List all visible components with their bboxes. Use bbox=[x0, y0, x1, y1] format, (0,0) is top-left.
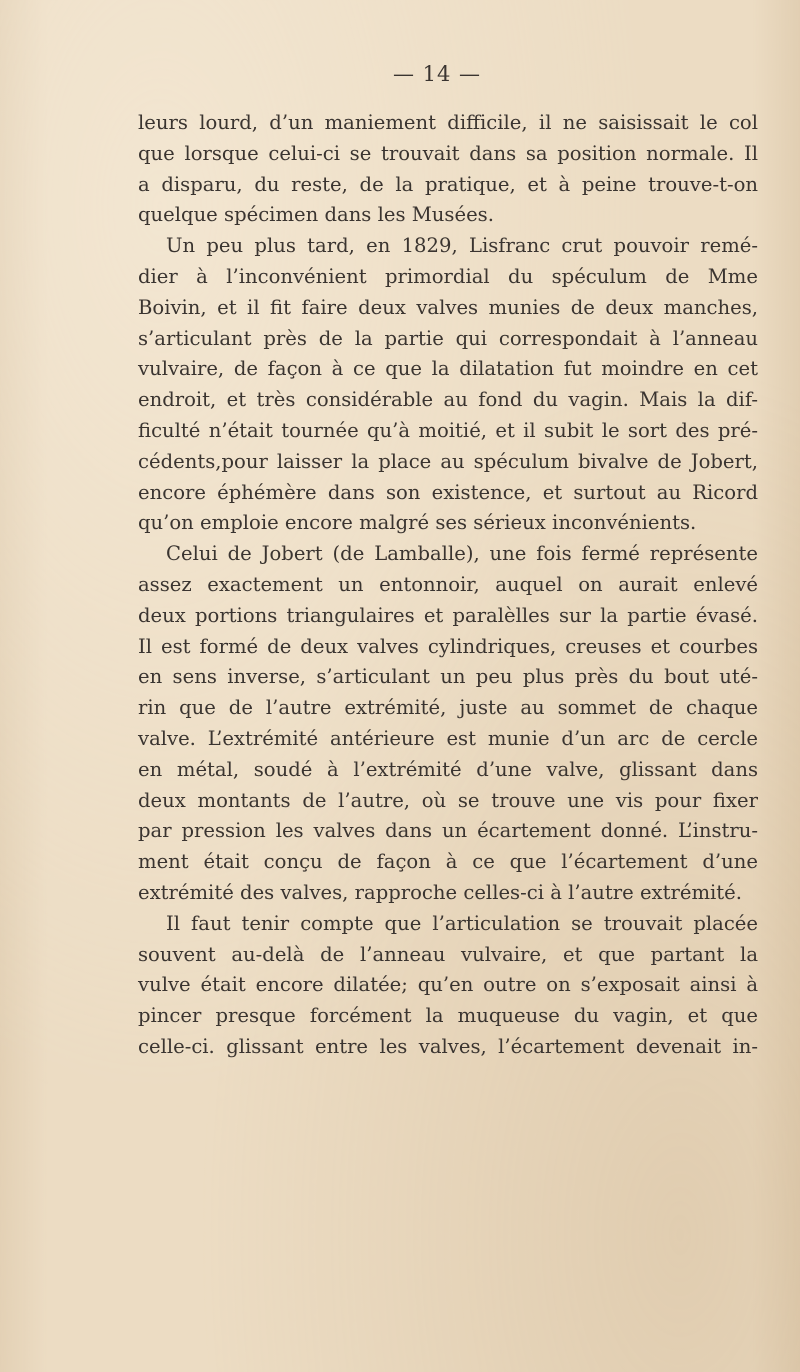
text-line: encore éphémère dans son existence, et surtout au Ricord bbox=[138, 480, 758, 504]
text-line: ment était conçu de façon à ce que l’écartement d’une bbox=[138, 850, 758, 874]
text-line: qu’on emploie encore malgré ses sérieux inconvénients. bbox=[138, 511, 697, 535]
text-line: que lorsque celui-ci se trouvait dans sa position normale. Il bbox=[138, 141, 758, 165]
text-line: en sens inverse, s’articulant un peu plus près du bout uté- bbox=[138, 665, 758, 689]
text-line: vulvaire, de façon à ce que la dilatation fut moindre en cet bbox=[138, 357, 758, 381]
text-line: leurs lourd, d’un maniement difficile, il ne saisissait le col bbox=[138, 111, 758, 134]
text-line: valve. L’extrémité antérieure est munie d’un arc de cercle bbox=[138, 726, 758, 750]
text-line: a disparu, du reste, de la pratique, et à peine trouve-t-on bbox=[138, 172, 758, 196]
text-line: assez exactement un entonnoir, auquel on aurait enlevé bbox=[138, 572, 758, 596]
text-line: quelque spécimen dans les Musées. bbox=[138, 203, 494, 227]
text-line: dier à l’inconvénient primordial du spéculum de Mme bbox=[138, 264, 758, 288]
page-number: — 14 — bbox=[392, 62, 482, 86]
text-line: rin que de l’autre extrémité, juste au sommet de chaque bbox=[138, 696, 758, 720]
text-line: cédents,pour laisser la place au spéculum bivalve de Jobert, bbox=[138, 449, 758, 473]
text-line: Il est formé de deux valves cylindriques, creuses et courbes bbox=[138, 634, 758, 658]
text-line: pincer presque forcément la muqueuse du vagin, et que bbox=[138, 1004, 758, 1028]
text-line: souvent au-delà de l’anneau vulvaire, et que partant la bbox=[138, 942, 758, 966]
text-line: par pression les valves dans un écartement donné. L’instru- bbox=[138, 819, 758, 843]
text-line: Boivin, et il fit faire deux valves munies de deux manches, bbox=[138, 295, 758, 319]
text-line: ficulté n’était tournée qu’à moitié, et il subit le sort des pré- bbox=[138, 418, 758, 442]
text-line: endroit, et très considérable au fond du vagin. Mais la dif- bbox=[138, 388, 758, 412]
text-line: extrémité des valves, rapproche celles-ci à l’autre extrémité. bbox=[138, 880, 742, 904]
text-line: vulve était encore dilatée; qu’en outre on s’exposait ainsi à bbox=[138, 973, 758, 997]
text-line: Un peu plus tard, en 1829, Lisfranc crut pouvoir remé- bbox=[166, 234, 758, 258]
text-line: deux portions triangulaires et paralèlles sur la partie évasé. bbox=[138, 603, 758, 627]
text-line: celle-ci. glissant entre les valves, l’écartement devenait in- bbox=[138, 1034, 758, 1058]
body-text bbox=[138, 108, 758, 1063]
text-line: s’articulant près de la partie qui correspondait à l’anneau bbox=[138, 326, 758, 350]
text-line: en métal, soudé à l’extrémité d’une valve, glissant dans bbox=[138, 757, 758, 781]
text-line: Il faut tenir compte que l’articulation se trouvait placée bbox=[166, 911, 758, 935]
text-line: deux montants de l’autre, où se trouve une vis pour fixer bbox=[138, 788, 758, 812]
text-line: Celui de Jobert (de Lamballe), une fois fermé représente bbox=[166, 542, 758, 566]
